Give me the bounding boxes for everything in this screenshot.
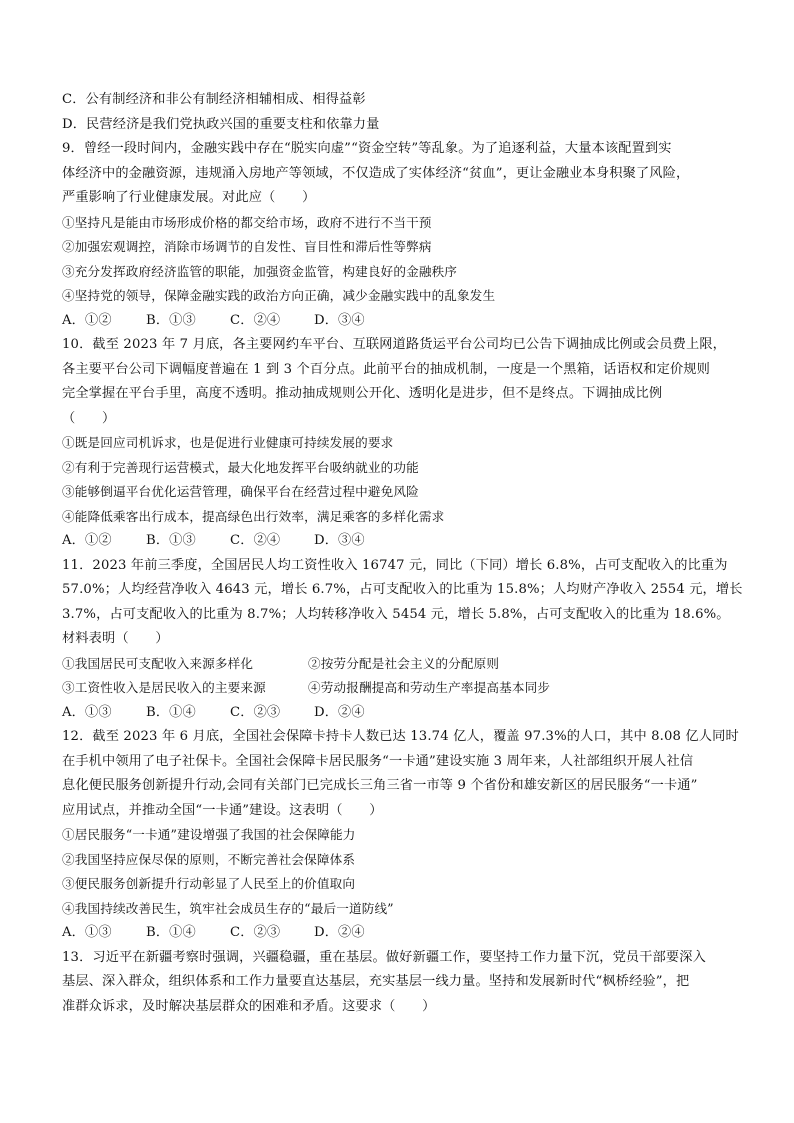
answer-choices [62,921,738,946]
question-stem-line: 严重影响了行业健康发展。对此应（ ） [62,190,316,205]
question-stem-line: 13．习近平在新疆考察时强调，兴疆稳疆，重在基层。做好新疆工作，要坚持工作力量下沉，党员干部要深入 [62,949,706,965]
statement-row [62,676,738,701]
answer-choices [62,701,738,726]
answer-choice-c: C．②③ [230,925,281,940]
statement-item: ③工资性收入是居民收入的主要来源 [62,680,266,695]
question-stem-line: 息化便民服务创新提升行动,会同有关部门已完成长三角三省一市等 9 个省份和雄安新区的居民服务“一卡通” [62,778,698,793]
q8-option-d: D．民营经济是我们党执政兴国的重要支柱和依靠力量 [62,116,380,132]
statement-item: ④坚持党的领导，保障金融实践的政治方向正确，减少金融实践中的乱象发生 [62,288,496,303]
question-stem-line: 各主要平台公司下调幅度普遍在 1 到 3 个百分点。此前平台的抽成机制，一度是一个黑箱，话语权和定价规则 [62,361,710,377]
question-9 [62,137,738,333]
statement-item: ②加强宏观调控，消除市场调节的自发性、盲目性和滞后性等弊病 [62,239,432,254]
answer-choice-c: C．②④ [230,533,281,548]
statement-item: ③充分发挥政府经济监管的职能，加强资金监管，构建良好的金融秩序 [62,263,458,279]
answer-choices [62,309,738,334]
question-stem-line: 9．曾经一段时间内，金融实践中存在“脱实向虚”“资金空转”等乱象。为了追逐利益，大量本该配置到实 [62,141,672,156]
statement-item: ④我国持续改善民生，筑牢社会成员生存的“最后一道防线” [62,900,394,916]
statement-item: ②有利于完善现行运营模式，最大化地发挥平台吸纳就业的功能 [62,459,419,475]
statement-item: ①既是回应司机诉求，也是促进行业健康可持续发展的要求 [62,435,394,450]
exam-page [62,88,743,1019]
answer-choice-d: D．③④ [314,533,365,548]
statement-item: ④劳动报酬提高和劳动生产率提高基本同步 [308,680,551,695]
question-13 [62,946,738,1020]
question-stem-line: 基层、深入群众，组织体系和工作力量要直达基层，充实基层一线力量。坚持和发展新时代“枫桥经验”，把 [62,974,690,989]
answer-choice-a: A．①③ [62,704,112,720]
answer-choices [62,529,738,554]
answer-choice-d: D．②④ [314,704,365,720]
question-stem-line: 在手机中领用了电子社保卡。全国社会保障卡居民服务“一卡通”建设实施 3 周年来，人社部组织开展人社信 [62,753,694,769]
answer-choice-b: B．①④ [146,925,196,940]
statement-item: ①居民服务“一卡通”建设增强了我国的社会保障能力 [62,827,356,842]
question-stem-line: 应用试点，并推动全国“一卡通”建设。这表明（ ） [62,802,383,818]
statement-item: ②我国坚持应保尽保的原则，不断完善社会保障体系 [62,851,356,867]
answer-choice-d: D．③④ [314,312,365,328]
question-stem-line: 准群众诉求，及时解决基层群众的困难和矛盾。这要求（ ） [62,998,436,1014]
answer-choice-a: A．①② [62,312,112,328]
answer-choice-c: C．②③ [230,704,281,720]
answer-choice-b: B．①③ [146,312,196,328]
statement-item: ①我国居民可支配收入来源多样化 [62,655,254,671]
answer-choice-b: B．①④ [146,704,196,720]
q8-option-c: C．公有制经济和非公有制经济相辅相成、相得益彰 [62,92,366,107]
question-stem-line: 3.7%，占可支配收入的比重为 8.7%；人均转移净收入 5454 元，增长 5.8%，占可支配收入的比重为 18.6%。 [62,606,730,622]
answer-choice-a: A．①③ [62,925,112,940]
question-stem-line: （ ） [62,410,116,426]
statement-item: ①坚持凡是能由市场形成价格的都交给市场，政府不进行不当干预 [62,214,432,230]
answer-choice-a: A．①② [62,533,112,548]
question-11 [62,554,743,726]
answer-choice-b: B．①③ [146,533,196,548]
question-12 [62,725,738,946]
statement-item: ③便民服务创新提升行动彰显了人民至上的价值取向 [62,876,356,891]
answer-choice-c: C．②④ [230,312,281,328]
question-stem-line: 10．截至 2023 年 7 月底，各主要网约车平台、互联网道路货运平台公司均已公告下调抽成比例或会员费上限， [62,337,726,352]
answer-choice-d: D．②④ [314,925,365,940]
question-stem-line: 12．截至 2023 年 6 月底，全国社会保障卡持卡人数已达 13.74 亿人，覆盖 97.3%的人口，其中 8.08 亿人同时 [62,729,739,744]
question-stem-line: 完全掌握在平台手里，高度不透明。推动抽成规则公开化、透明化是进步，但不是终点。下调抽成比例 [62,386,663,401]
question-10 [62,333,738,554]
statement-row [62,652,738,677]
question-stem-line: 材料表明（ ） [62,631,169,646]
question-stem-line: 体经济中的金融资源，违规涌入房地产等领域，不仅造成了实体经济“贫血”，更让金融业本身积聚了风险， [62,165,690,181]
question-stem-line: 11．2023 年前三季度，全国居民人均工资性收入 16747 元，同比（下同）增长 6.8%，占可支配收入的比重为 [62,557,728,573]
statement-item: ③能够倒逼平台优化运营管理，确保平台在经营过程中避免风险 [62,484,419,499]
statement-item: ④能降低乘客出行成本，提高绿色出行效率，满足乘客的多样化需求 [62,508,445,524]
statement-item: ②按劳分配是社会主义的分配原则 [308,655,500,671]
question-stem-line: 57.0%；人均经营净收入 4643 元，增长 6.7%，占可支配收入的比重为 15.8%；人均财产净收入 2554 元，增长 [62,582,743,597]
